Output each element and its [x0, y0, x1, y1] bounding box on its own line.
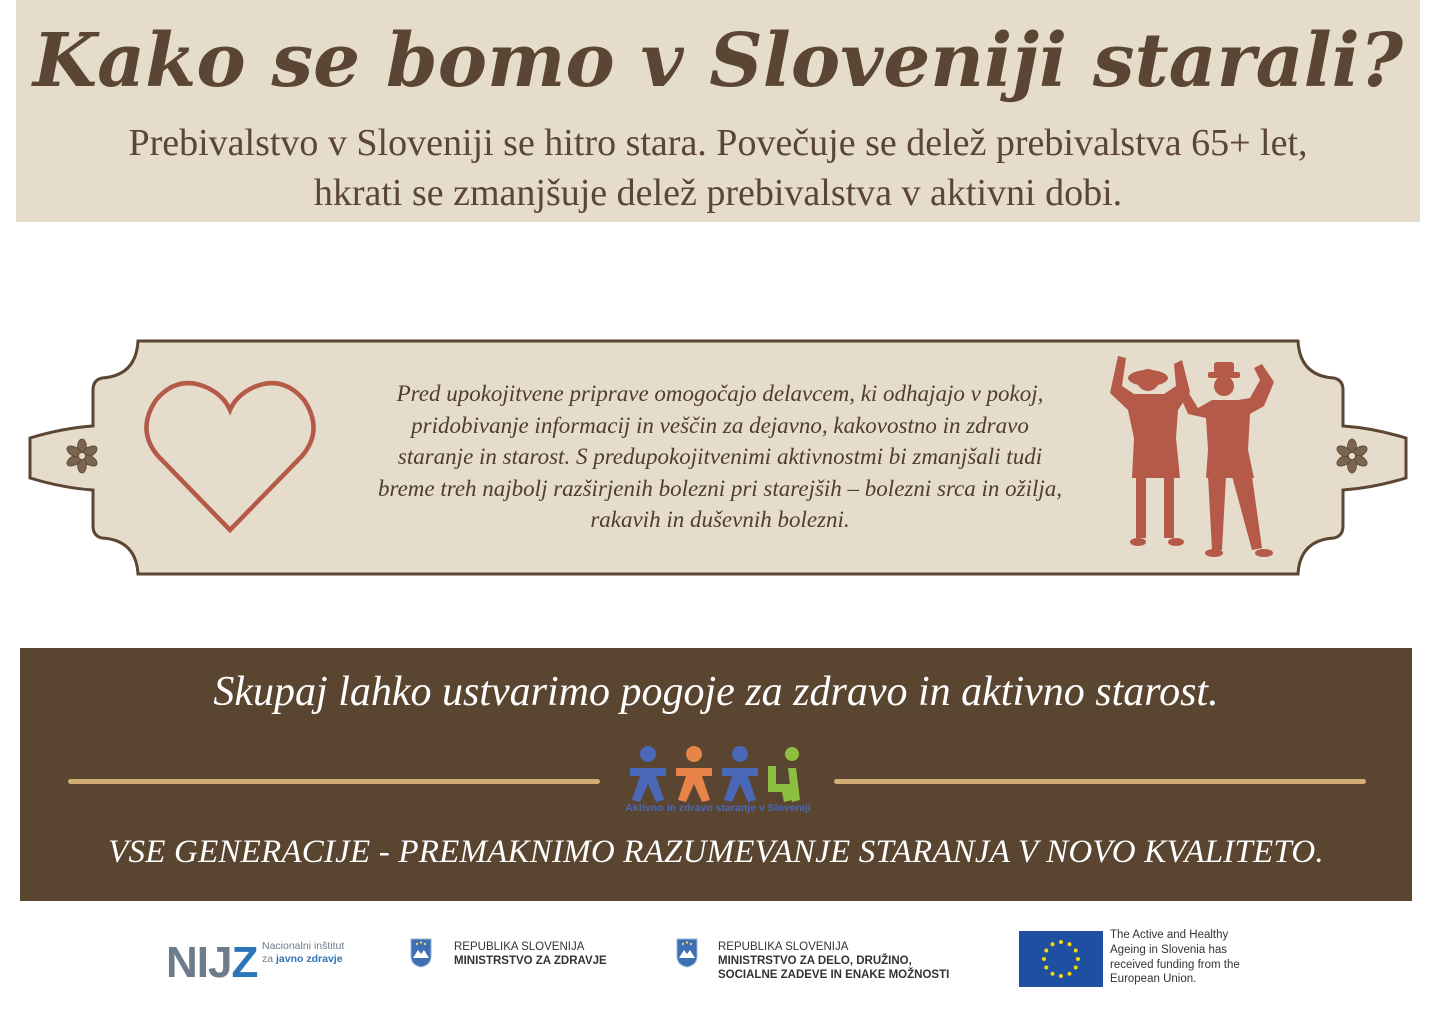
nijz-mark-letters: NIJ [166, 938, 232, 987]
slovenia-crest-icon [676, 938, 698, 968]
ministry-labour-line-3: SOCIALNE ZADEVE IN ENAKE MOŽNOSTI [718, 969, 950, 981]
eu-star [1051, 942, 1055, 946]
eu-star [1044, 966, 1048, 970]
eu-star [1076, 957, 1080, 961]
ministry-health-label [454, 940, 607, 968]
eu-star [1068, 972, 1072, 976]
eu-line-3: received funding from the [1110, 958, 1240, 971]
ministry-labour-label [718, 940, 949, 982]
motto: VSE GENERACIJE - PREMAKNIMO RAZUMEVANJE STARANJA V NOVO KVALITETO. [108, 834, 1324, 870]
eu-line-4: European Union. [1110, 973, 1197, 986]
slovenia-crest-icon [410, 938, 432, 968]
page-subtitle [16, 118, 1420, 218]
eu-funding-text [1110, 928, 1280, 987]
nijz-line-1: Nacionalni inštitut [262, 940, 345, 952]
nijz-mark-z: Z [231, 938, 258, 987]
banner-line: rakavih in duševnih bolezni. [590, 507, 850, 532]
nijz-line-2-bold: javno zdravje [276, 953, 343, 965]
eu-star [1051, 972, 1055, 976]
banner-line: staranje in starost. S predupokojitvenimi aktivnostmi bi zmanjšali tudi [397, 444, 1043, 469]
ministry-labour-line-1: REPUBLIKA SLOVENIJA [718, 941, 849, 953]
slogan: Skupaj lahko ustvarimo pogoje za zdravo in aktivno starost. [213, 669, 1219, 715]
banner-line: pridobivanje informacij in veščin za dejavno, kakovostno in zdravo [411, 412, 1029, 438]
eu-star [1044, 949, 1048, 953]
eu-star [1042, 957, 1046, 961]
ministry-labour-line-2: MINISTRSTVO ZA DELO, DRUŽINO, [718, 955, 912, 967]
nijz-name [262, 940, 344, 966]
banner-line: breme treh najbolj razširjenih bolezni pri starejših – bolezni srca in ožilja, [377, 475, 1063, 501]
eu-line-2: Ageing in Slovenia has [1110, 943, 1227, 956]
eu-star [1074, 949, 1078, 953]
header [16, 0, 1420, 222]
divider-right [834, 779, 1366, 784]
ahs-logo-caption: Aktivno in zdravo staranje v Sloveniji [625, 802, 811, 814]
eu-star [1059, 974, 1063, 978]
nijz-logo [166, 938, 257, 988]
ministry-health-line-1: REPUBLIKA SLOVENIJA [454, 941, 585, 953]
footer-logos [0, 920, 1442, 1020]
divider-left [68, 779, 600, 784]
slogan-box [20, 648, 1412, 901]
eu-star [1074, 966, 1078, 970]
eu-star [1068, 942, 1072, 946]
nijz-line-2-prefix: za [262, 953, 277, 965]
ministry-health-line-2: MINISTRSTVO ZA ZDRAVJE [454, 955, 607, 967]
eu-star [1059, 940, 1063, 944]
nijz-line-2 [262, 953, 344, 966]
eu-flag-icon [1019, 931, 1103, 987]
eu-line-1: The Active and Healthy [1110, 929, 1229, 941]
banner-line: Pred upokojitvene priprave omogočajo delavcem, ki odhajajo v pokoj, [396, 381, 1044, 406]
page-title: Kako se bomo v Sloveniji starali? [32, 18, 1404, 104]
subtitle-line-1: Prebivalstvo v Sloveniji se hitro stara. Povečuje se delež prebivalstva 65+ let, [128, 122, 1308, 164]
banner-text [340, 378, 1100, 536]
subtitle-line-2: hkrati se zmanjšuje delež prebivalstva v aktivni dobi. [313, 172, 1123, 214]
